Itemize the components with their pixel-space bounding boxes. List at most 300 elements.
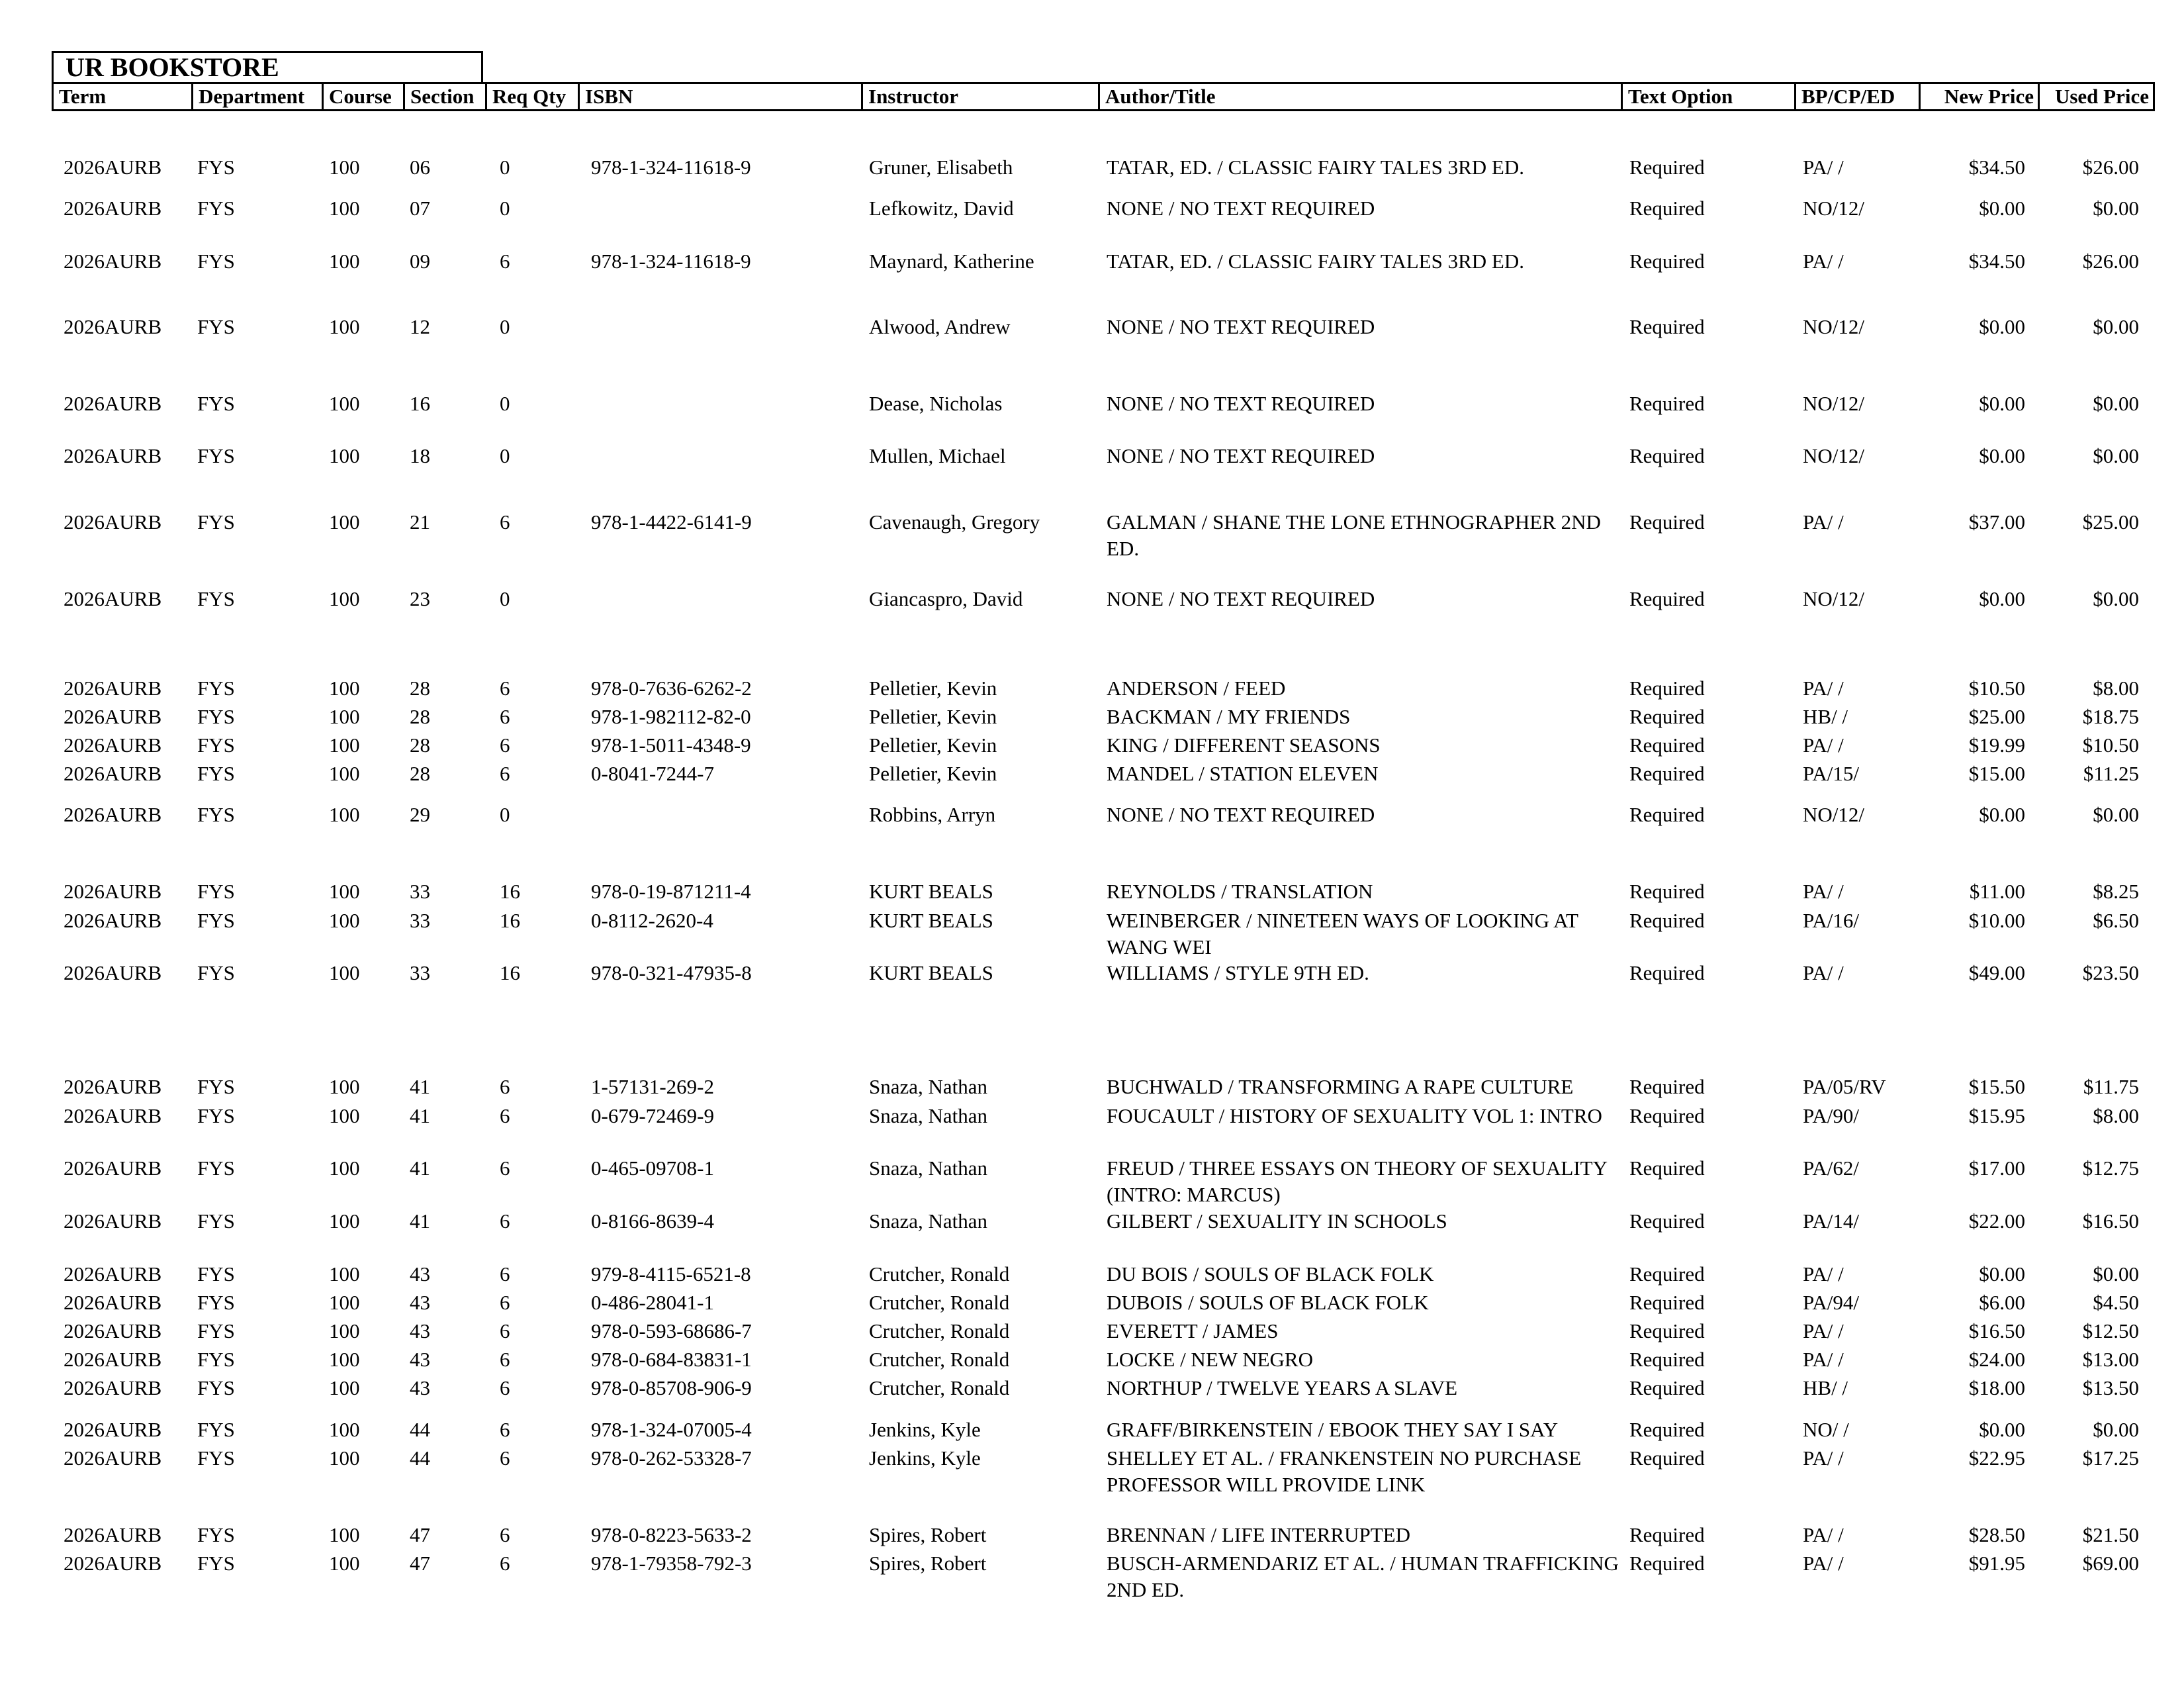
cell-instructor: Lefkowitz, David	[869, 197, 1014, 220]
cell-term: 2026AURB	[64, 156, 162, 179]
header-course: Course	[322, 84, 403, 109]
cell-isbn: 978-0-7636-6262-2	[591, 677, 752, 700]
cell-text-option: Required	[1629, 392, 1705, 415]
cell-department: FYS	[197, 1075, 235, 1098]
cell-req-qty: 6	[500, 1209, 510, 1233]
cell-new-price: $91.95	[1968, 1552, 2025, 1575]
cell-used-price: $16.50	[2082, 1209, 2139, 1233]
cell-req-qty: 16	[500, 961, 520, 984]
cell-text-option: Required	[1629, 1376, 1705, 1399]
cell-req-qty: 6	[500, 1319, 510, 1342]
cell-new-price: $22.95	[1968, 1446, 2025, 1470]
cell-text-option: Required	[1629, 705, 1705, 728]
cell-bp-cp-ed: PA/ /	[1803, 677, 1844, 700]
cell-department: FYS	[197, 1291, 235, 1314]
cell-course: 100	[329, 677, 360, 700]
cell-used-price: $21.50	[2082, 1523, 2139, 1546]
cell-text-option: Required	[1629, 1552, 1705, 1575]
cell-term: 2026AURB	[64, 250, 162, 273]
cell-used-price: $12.75	[2082, 1156, 2139, 1180]
cell-new-price: $10.50	[1968, 677, 2025, 700]
cell-req-qty: 6	[500, 1552, 510, 1575]
cell-isbn: 0-8166-8639-4	[591, 1209, 714, 1233]
cell-bp-cp-ed: PA/ /	[1803, 1523, 1844, 1546]
cell-section: 21	[410, 510, 430, 534]
cell-text-option: Required	[1629, 1523, 1705, 1546]
cell-term: 2026AURB	[64, 1075, 162, 1098]
cell-department: FYS	[197, 961, 235, 984]
cell-section: 33	[410, 909, 430, 932]
cell-author-title: EVERETT / JAMES	[1107, 1319, 1279, 1342]
cell-instructor: Snaza, Nathan	[869, 1075, 988, 1098]
cell-used-price: $11.75	[2083, 1075, 2139, 1098]
cell-department: FYS	[197, 1376, 235, 1399]
cell-bp-cp-ed: PA/ /	[1803, 250, 1844, 273]
cell-isbn: 0-679-72469-9	[591, 1104, 714, 1127]
cell-section: 23	[410, 587, 430, 610]
column-header-bar	[52, 82, 2155, 111]
cell-section: 28	[410, 733, 430, 757]
cell-course: 100	[329, 705, 360, 728]
cell-instructor: Spires, Robert	[869, 1552, 987, 1575]
cell-text-option: Required	[1629, 1262, 1705, 1286]
cell-term: 2026AURB	[64, 1552, 162, 1575]
cell-course: 100	[329, 733, 360, 757]
cell-author-title: GILBERT / SEXUALITY IN SCHOOLS	[1107, 1209, 1447, 1233]
cell-used-price: $26.00	[2082, 250, 2139, 273]
cell-req-qty: 6	[500, 510, 510, 534]
cell-course: 100	[329, 1156, 360, 1180]
cell-author-title: FREUD / THREE ESSAYS ON THEORY OF SEXUALITY (INTRO: MARCUS)	[1107, 1156, 1607, 1206]
cell-instructor: Crutcher, Ronald	[869, 1348, 1010, 1371]
cell-author-title: NONE / NO TEXT REQUIRED	[1107, 587, 1375, 610]
cell-term: 2026AURB	[64, 1104, 162, 1127]
cell-term: 2026AURB	[64, 762, 162, 785]
cell-req-qty: 6	[500, 1446, 510, 1470]
cell-isbn: 978-1-324-11618-9	[591, 156, 751, 179]
cell-new-price: $15.95	[1968, 1104, 2025, 1127]
cell-instructor: Spires, Robert	[869, 1523, 987, 1546]
cell-text-option: Required	[1629, 1209, 1705, 1233]
cell-department: FYS	[197, 1348, 235, 1371]
cell-req-qty: 6	[500, 1523, 510, 1546]
cell-course: 100	[329, 315, 360, 338]
cell-used-price: $17.25	[2082, 1446, 2139, 1470]
cell-used-price: $10.50	[2082, 733, 2139, 757]
cell-term: 2026AURB	[64, 705, 162, 728]
cell-course: 100	[329, 1104, 360, 1127]
cell-req-qty: 6	[500, 1262, 510, 1286]
cell-text-option: Required	[1629, 677, 1705, 700]
cell-course: 100	[329, 1291, 360, 1314]
cell-department: FYS	[197, 197, 235, 220]
cell-text-option: Required	[1629, 1418, 1705, 1441]
cell-req-qty: 6	[500, 762, 510, 785]
cell-course: 100	[329, 510, 360, 534]
cell-instructor: Alwood, Andrew	[869, 315, 1011, 338]
cell-department: FYS	[197, 1552, 235, 1575]
header-term: Term	[59, 85, 107, 108]
cell-used-price: $0.00	[2093, 392, 2139, 415]
cell-bp-cp-ed: HB/ /	[1803, 1376, 1848, 1399]
cell-new-price: $25.00	[1968, 705, 2025, 728]
header-bp-cp-ed: BP/CP/ED	[1794, 84, 1919, 109]
cell-new-price: $18.00	[1968, 1376, 2025, 1399]
cell-department: FYS	[197, 392, 235, 415]
cell-bp-cp-ed: PA/ /	[1803, 1552, 1844, 1575]
cell-bp-cp-ed: PA/ /	[1803, 1262, 1844, 1286]
cell-department: FYS	[197, 156, 235, 179]
header-author-title: Author/Title	[1098, 84, 1621, 109]
cell-course: 100	[329, 1348, 360, 1371]
cell-course: 100	[329, 1552, 360, 1575]
cell-author-title: NONE / NO TEXT REQUIRED	[1107, 444, 1375, 467]
header-isbn: ISBN	[578, 84, 861, 109]
cell-used-price: $13.00	[2082, 1348, 2139, 1371]
cell-section: 33	[410, 961, 430, 984]
cell-bp-cp-ed: NO/ /	[1803, 1418, 1849, 1441]
cell-instructor: Crutcher, Ronald	[869, 1262, 1010, 1286]
cell-course: 100	[329, 880, 360, 903]
cell-course: 100	[329, 1209, 360, 1233]
header-used-price: Used Price	[2038, 84, 2153, 109]
cell-author-title: BACKMAN / MY FRIENDS	[1107, 705, 1351, 728]
header-instructor: Instructor	[861, 84, 1098, 109]
cell-bp-cp-ed: NO/12/	[1803, 587, 1864, 610]
cell-text-option: Required	[1629, 156, 1705, 179]
cell-author-title: KING / DIFFERENT SEASONS	[1107, 733, 1381, 757]
cell-instructor: Crutcher, Ronald	[869, 1319, 1010, 1342]
cell-author-title: NORTHUP / TWELVE YEARS A SLAVE	[1107, 1376, 1458, 1399]
cell-author-title: NONE / NO TEXT REQUIRED	[1107, 392, 1375, 415]
cell-req-qty: 6	[500, 733, 510, 757]
cell-term: 2026AURB	[64, 1319, 162, 1342]
cell-department: FYS	[197, 909, 235, 932]
cell-instructor: Pelletier, Kevin	[869, 705, 997, 728]
cell-term: 2026AURB	[64, 587, 162, 610]
cell-instructor: Mullen, Michael	[869, 444, 1006, 467]
cell-used-price: $25.00	[2082, 510, 2139, 534]
cell-course: 100	[329, 1418, 360, 1441]
cell-text-option: Required	[1629, 880, 1705, 903]
cell-author-title: TATAR, ED. / CLASSIC FAIRY TALES 3RD ED.	[1107, 156, 1524, 179]
cell-instructor: Cavenaugh, Gregory	[869, 510, 1040, 534]
cell-req-qty: 0	[500, 392, 510, 415]
cell-new-price: $19.99	[1968, 733, 2025, 757]
cell-bp-cp-ed: PA/94/	[1803, 1291, 1860, 1314]
cell-instructor: Crutcher, Ronald	[869, 1291, 1010, 1314]
header-section: Section	[403, 84, 485, 109]
cell-section: 41	[410, 1075, 430, 1098]
cell-term: 2026AURB	[64, 733, 162, 757]
cell-bp-cp-ed: PA/ /	[1803, 1348, 1844, 1371]
cell-section: 43	[410, 1291, 430, 1314]
cell-section: 09	[410, 250, 430, 273]
cell-department: FYS	[197, 1262, 235, 1286]
cell-req-qty: 0	[500, 197, 510, 220]
cell-instructor: Snaza, Nathan	[869, 1209, 988, 1233]
cell-section: 07	[410, 197, 430, 220]
cell-term: 2026AURB	[64, 1209, 162, 1233]
cell-text-option: Required	[1629, 315, 1705, 338]
cell-text-option: Required	[1629, 1348, 1705, 1371]
cell-new-price: $0.00	[1979, 392, 2025, 415]
cell-department: FYS	[197, 1446, 235, 1470]
cell-author-title: DUBOIS / SOULS OF BLACK FOLK	[1107, 1291, 1429, 1314]
cell-section: 41	[410, 1104, 430, 1127]
cell-course: 100	[329, 197, 360, 220]
cell-instructor: Snaza, Nathan	[869, 1156, 988, 1180]
cell-isbn: 0-8112-2620-4	[591, 909, 713, 932]
cell-used-price: $23.50	[2082, 961, 2139, 984]
cell-used-price: $4.50	[2093, 1291, 2139, 1314]
cell-author-title: NONE / NO TEXT REQUIRED	[1107, 803, 1375, 826]
cell-section: 47	[410, 1523, 430, 1546]
cell-section: 43	[410, 1376, 430, 1399]
cell-author-title: SHELLEY ET AL. / FRANKENSTEIN NO PURCHASE PROFESSOR WILL PROVIDE LINK	[1107, 1446, 1582, 1496]
cell-isbn: 978-1-4422-6141-9	[591, 510, 752, 534]
cell-section: 16	[410, 392, 430, 415]
cell-section: 43	[410, 1262, 430, 1286]
cell-used-price: $0.00	[2093, 1418, 2139, 1441]
cell-term: 2026AURB	[64, 909, 162, 932]
cell-instructor: Snaza, Nathan	[869, 1104, 988, 1127]
cell-bp-cp-ed: NO/12/	[1803, 444, 1864, 467]
cell-instructor: Robbins, Arryn	[869, 803, 996, 826]
cell-isbn: 0-465-09708-1	[591, 1156, 714, 1180]
cell-term: 2026AURB	[64, 803, 162, 826]
cell-new-price: $0.00	[1979, 587, 2025, 610]
cell-text-option: Required	[1629, 803, 1705, 826]
cell-bp-cp-ed: PA/90/	[1803, 1104, 1860, 1127]
cell-text-option: Required	[1629, 1156, 1705, 1180]
cell-bp-cp-ed: PA/15/	[1803, 762, 1860, 785]
cell-used-price: $6.50	[2093, 909, 2139, 932]
cell-used-price: $26.00	[2082, 156, 2139, 179]
cell-author-title: MANDEL / STATION ELEVEN	[1107, 762, 1379, 785]
cell-used-price: $0.00	[2093, 197, 2139, 220]
cell-author-title: DU BOIS / SOULS OF BLACK FOLK	[1107, 1262, 1434, 1286]
cell-department: FYS	[197, 510, 235, 534]
cell-req-qty: 6	[500, 1104, 510, 1127]
cell-section: 28	[410, 762, 430, 785]
cell-isbn: 0-486-28041-1	[591, 1291, 714, 1314]
cell-req-qty: 0	[500, 315, 510, 338]
cell-section: 28	[410, 705, 430, 728]
cell-text-option: Required	[1629, 1291, 1705, 1314]
cell-department: FYS	[197, 1156, 235, 1180]
cell-term: 2026AURB	[64, 961, 162, 984]
cell-new-price: $24.00	[1968, 1348, 2025, 1371]
cell-text-option: Required	[1629, 250, 1705, 273]
cell-department: FYS	[197, 1104, 235, 1127]
cell-section: 43	[410, 1348, 430, 1371]
cell-course: 100	[329, 587, 360, 610]
cell-req-qty: 0	[500, 803, 510, 826]
cell-req-qty: 6	[500, 1348, 510, 1371]
cell-used-price: $0.00	[2093, 1262, 2139, 1286]
cell-bp-cp-ed: NO/12/	[1803, 803, 1864, 826]
cell-isbn: 978-0-593-68686-7	[591, 1319, 752, 1342]
cell-course: 100	[329, 803, 360, 826]
cell-author-title: WEINBERGER / NINETEEN WAYS OF LOOKING AT WANG WEI	[1107, 909, 1578, 959]
cell-req-qty: 16	[500, 880, 520, 903]
cell-isbn: 978-1-79358-792-3	[591, 1552, 752, 1575]
cell-used-price: $0.00	[2093, 803, 2139, 826]
cell-author-title: WILLIAMS / STYLE 9TH ED.	[1107, 961, 1369, 984]
cell-bp-cp-ed: PA/ /	[1803, 880, 1844, 903]
cell-term: 2026AURB	[64, 1156, 162, 1180]
cell-author-title: GRAFF/BIRKENSTEIN / EBOOK THEY SAY I SAY	[1107, 1418, 1559, 1441]
cell-bp-cp-ed: PA/16/	[1803, 909, 1860, 932]
cell-isbn: 978-1-982112-82-0	[591, 705, 751, 728]
cell-author-title: LOCKE / NEW NEGRO	[1107, 1348, 1313, 1371]
cell-req-qty: 6	[500, 250, 510, 273]
cell-section: 44	[410, 1418, 430, 1441]
cell-instructor: Gruner, Elisabeth	[869, 156, 1013, 179]
cell-department: FYS	[197, 677, 235, 700]
cell-section: 33	[410, 880, 430, 903]
cell-author-title: TATAR, ED. / CLASSIC FAIRY TALES 3RD ED.	[1107, 250, 1524, 273]
cell-req-qty: 6	[500, 1376, 510, 1399]
cell-new-price: $49.00	[1968, 961, 2025, 984]
cell-req-qty: 16	[500, 909, 520, 932]
cell-term: 2026AURB	[64, 315, 162, 338]
cell-new-price: $0.00	[1979, 1262, 2025, 1286]
cell-section: 41	[410, 1209, 430, 1233]
cell-used-price: $8.25	[2093, 880, 2139, 903]
cell-text-option: Required	[1629, 1104, 1705, 1127]
cell-course: 100	[329, 1262, 360, 1286]
cell-term: 2026AURB	[64, 1291, 162, 1314]
cell-course: 100	[329, 392, 360, 415]
cell-used-price: $0.00	[2093, 315, 2139, 338]
cell-bp-cp-ed: PA/ /	[1803, 733, 1844, 757]
cell-req-qty: 6	[500, 1291, 510, 1314]
cell-bp-cp-ed: NO/12/	[1803, 197, 1864, 220]
cell-instructor: Pelletier, Kevin	[869, 762, 997, 785]
cell-new-price: $17.00	[1968, 1156, 2025, 1180]
cell-isbn: 978-0-8223-5633-2	[591, 1523, 752, 1546]
cell-section: 28	[410, 677, 430, 700]
cell-isbn: 978-0-684-83831-1	[591, 1348, 752, 1371]
cell-new-price: $34.50	[1968, 250, 2025, 273]
cell-department: FYS	[197, 733, 235, 757]
cell-new-price: $10.00	[1968, 909, 2025, 932]
cell-req-qty: 6	[500, 1418, 510, 1441]
cell-instructor: Dease, Nicholas	[869, 392, 1003, 415]
cell-section: 47	[410, 1552, 430, 1575]
cell-used-price: $13.50	[2082, 1376, 2139, 1399]
cell-instructor: KURT BEALS	[869, 961, 993, 984]
cell-bp-cp-ed: PA/ /	[1803, 1446, 1844, 1470]
cell-author-title: ANDERSON / FEED	[1107, 677, 1286, 700]
cell-instructor: Jenkins, Kyle	[869, 1418, 981, 1441]
cell-course: 100	[329, 444, 360, 467]
cell-bp-cp-ed: PA/14/	[1803, 1209, 1860, 1233]
cell-department: FYS	[197, 1418, 235, 1441]
cell-term: 2026AURB	[64, 1446, 162, 1470]
cell-text-option: Required	[1629, 510, 1705, 534]
cell-author-title: GALMAN / SHANE THE LONE ETHNOGRAPHER 2ND ED.	[1107, 510, 1601, 560]
cell-text-option: Required	[1629, 1075, 1705, 1098]
cell-isbn: 979-8-4115-6521-8	[591, 1262, 751, 1286]
cell-course: 100	[329, 762, 360, 785]
cell-course: 100	[329, 1523, 360, 1546]
cell-author-title: BUCHWALD / TRANSFORMING A RAPE CULTURE	[1107, 1075, 1574, 1098]
cell-department: FYS	[197, 1523, 235, 1546]
cell-department: FYS	[197, 315, 235, 338]
cell-term: 2026AURB	[64, 1348, 162, 1371]
header-req-qty: Req Qty	[485, 84, 578, 109]
cell-text-option: Required	[1629, 1446, 1705, 1470]
cell-bp-cp-ed: HB/ /	[1803, 705, 1848, 728]
cell-department: FYS	[197, 705, 235, 728]
cell-instructor: Pelletier, Kevin	[869, 733, 997, 757]
cell-text-option: Required	[1629, 909, 1705, 932]
cell-section: 06	[410, 156, 430, 179]
cell-text-option: Required	[1629, 444, 1705, 467]
cell-instructor: KURT BEALS	[869, 909, 993, 932]
cell-text-option: Required	[1629, 1319, 1705, 1342]
cell-text-option: Required	[1629, 961, 1705, 984]
cell-req-qty: 0	[500, 587, 510, 610]
cell-text-option: Required	[1629, 587, 1705, 610]
cell-department: FYS	[197, 762, 235, 785]
cell-new-price: $15.50	[1968, 1075, 2025, 1098]
cell-author-title: NONE / NO TEXT REQUIRED	[1107, 315, 1375, 338]
cell-new-price: $6.00	[1979, 1291, 2025, 1314]
cell-section: 43	[410, 1319, 430, 1342]
cell-isbn: 978-0-85708-906-9	[591, 1376, 752, 1399]
cell-course: 100	[329, 156, 360, 179]
cell-new-price: $22.00	[1968, 1209, 2025, 1233]
cell-bp-cp-ed: PA/ /	[1803, 1319, 1844, 1342]
cell-term: 2026AURB	[64, 677, 162, 700]
cell-term: 2026AURB	[64, 880, 162, 903]
cell-section: 44	[410, 1446, 430, 1470]
header-department: Department	[191, 84, 322, 109]
cell-isbn: 978-1-5011-4348-9	[591, 733, 751, 757]
cell-instructor: Pelletier, Kevin	[869, 677, 997, 700]
cell-new-price: $0.00	[1979, 315, 2025, 338]
cell-isbn: 978-1-324-11618-9	[591, 250, 751, 273]
cell-term: 2026AURB	[64, 444, 162, 467]
cell-used-price: $0.00	[2093, 587, 2139, 610]
cell-term: 2026AURB	[64, 510, 162, 534]
cell-department: FYS	[197, 1209, 235, 1233]
cell-term: 2026AURB	[64, 1523, 162, 1546]
cell-instructor: Maynard, Katherine	[869, 250, 1034, 273]
cell-course: 100	[329, 1319, 360, 1342]
cell-course: 100	[329, 909, 360, 932]
cell-new-price: $0.00	[1979, 1418, 2025, 1441]
cell-new-price: $0.00	[1979, 444, 2025, 467]
cell-course: 100	[329, 1446, 360, 1470]
cell-req-qty: 6	[500, 1075, 510, 1098]
cell-term: 2026AURB	[64, 1262, 162, 1286]
cell-instructor: Crutcher, Ronald	[869, 1376, 1010, 1399]
cell-used-price: $18.75	[2082, 705, 2139, 728]
cell-course: 100	[329, 961, 360, 984]
cell-course: 100	[329, 1075, 360, 1098]
cell-isbn: 1-57131-269-2	[591, 1075, 714, 1098]
cell-req-qty: 6	[500, 1156, 510, 1180]
header-new-price: New Price	[1919, 84, 2038, 109]
cell-section: 29	[410, 803, 430, 826]
cell-course: 100	[329, 250, 360, 273]
cell-text-option: Required	[1629, 733, 1705, 757]
